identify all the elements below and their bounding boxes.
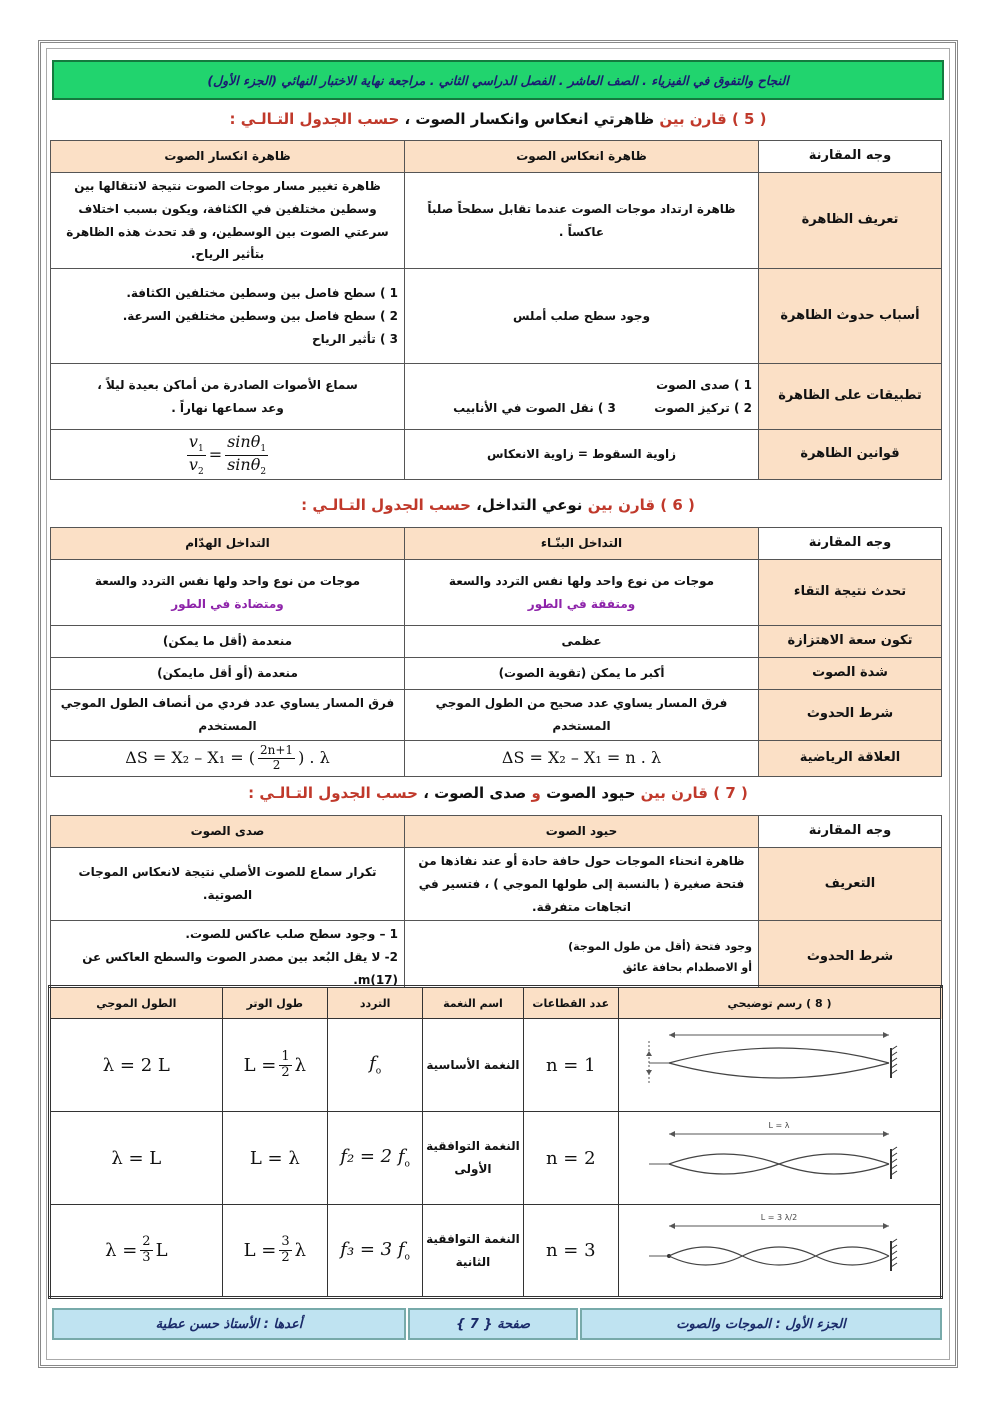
table-row <box>51 430 942 480</box>
q7-header-diffraction: حيود الصوت <box>405 816 759 848</box>
frequency-cell: f₂ = 2 $f_o$ <box>327 1112 422 1205</box>
q8-header-string-length: طول الوتر <box>222 987 327 1019</box>
cell: موجات من نوع واحد ولها نفس التردد والسعة ومتضادة في الطور <box>51 560 405 626</box>
q5-compare: قارن بين <box>659 110 727 128</box>
segments-cell: n = 1 <box>523 1019 618 1112</box>
q5-tail: حسب الجدول التـالـي : <box>229 110 400 128</box>
row-label: التعريف <box>759 848 942 921</box>
string-length-cell: L = $\frac{3}{2}$ λ <box>222 1205 327 1298</box>
row-label: شرط الحدوث <box>759 690 942 741</box>
cell: ΔS = X₂ – X₁ = ( $\frac{2n+1}{2}$ ) . λ <box>51 740 405 776</box>
svg-text:L = λ: L = λ <box>768 1120 790 1130</box>
cell: عظمى <box>405 626 759 658</box>
row-label: العلاقة الرياضية <box>759 740 942 776</box>
cell: تكرار سماع للصوت الأصلي نتيجة لانعكاس الموجات الصوتية. <box>51 848 405 921</box>
cell: موجات من نوع واحد ولها نفس التردد والسعة ومتفقة في الطور <box>405 560 759 626</box>
cell: ΔS = X₂ – X₁ = n . λ <box>405 740 759 776</box>
cell: ظاهرة انحناء الموجات حول حافة حادة أو عند نفاذها من فتحة صغيرة ( بالنسبة إلى طولها الموجي ) ، فتسير في اتجاهات متفرقة. <box>405 848 759 921</box>
q7-tail: حسب الجدول التـالـي : <box>248 784 418 802</box>
q7-subject-a: حيود الصوت <box>546 784 636 802</box>
cell-line <box>411 397 752 420</box>
cell: أكبر ما يمكن (تقوية الصوت) <box>405 658 759 690</box>
q7-number: ( 7 ) <box>713 784 748 802</box>
q5-header-aspect: وجه المقارنة <box>759 141 942 173</box>
cell: فرق المسار يساوي عدد صحيح من الطول الموجي المستخدم <box>405 690 759 741</box>
q6-header-destructive: التداخل الهدّام <box>51 528 405 560</box>
row-label: شرط الحدوث <box>759 921 942 994</box>
cell <box>51 364 405 430</box>
q5-subject: ظاهرتي انعكاس وانكسار الصوت ، <box>404 110 655 128</box>
tone-name-cell: النغمة الأساسية <box>423 1019 523 1112</box>
cell-line: 2 ) سطح فاصل بين وسطين مختلفين السرعة. <box>122 308 398 323</box>
frac-sin: $\frac{\sin\theta_1}{\sin\theta_2}$ <box>227 432 267 477</box>
standing-wave-diagram-2 <box>618 1112 941 1205</box>
cell: فرق المسار يساوي عدد فردي من أنصاف الطول الموجي المستخدم <box>51 690 405 741</box>
cell: ظاهرة تغيير مسار موجات الصوت نتيجة لانتقالها بين وسطين مختلفين في الكثافة، ويكون بسبب اختلاف سرعتي الصوت بين الوسطين، و قد تحدث هذه الظاهرة بتأثير الرياح. <box>51 173 405 269</box>
q8-header-wavelength: الطول الموجي <box>50 987 223 1019</box>
frac-v: $\frac{v_1}{v_2}$ <box>188 432 204 477</box>
q7-table <box>50 815 942 995</box>
wavelength-cell: λ = $\frac{2}{3}$ L <box>50 1205 223 1298</box>
cell: منعدمة (أقل ما يمكن) <box>51 626 405 658</box>
cell-line: 3 ) تأثير الرياح <box>311 331 398 346</box>
cell: وجود فتحة (أقل من طول الموجة) أو الاصطدام بحافة عائق <box>405 921 759 994</box>
standing-wave-diagram-3 <box>618 1205 941 1298</box>
q5-header-reflection: ظاهرة انعكاس الصوت <box>405 141 759 173</box>
cell <box>405 364 759 430</box>
footer-author: أعدها : الأستاذ حسن عطية <box>52 1308 406 1340</box>
q5-number: ( 5 ) <box>731 110 767 128</box>
q7-header-echo: صدى الصوت <box>51 816 405 848</box>
cell: وجود سطح صلب أملس <box>405 269 759 364</box>
q5-title <box>52 110 944 128</box>
row-label: تحدث نتيجة التقاء <box>759 560 942 626</box>
cell-line: 1 ) سطح فاصل بين وسطين مختلفين الكثافة. <box>126 285 398 300</box>
q5-table <box>50 140 942 480</box>
header-banner <box>52 60 944 100</box>
cell-part: 2 ) تركيز الصوت <box>654 400 752 415</box>
table-row <box>51 560 942 626</box>
standing-wave-diagram-1 <box>618 1019 941 1112</box>
q8-header-diagram: ( 8 ) رسم توضيحي <box>618 987 941 1019</box>
q7-title <box>52 784 944 802</box>
cell: 1 – وجود سطح صلب عاكس للصوت. 2- لا يقل البُعد بين مصدر الصوت والسطح العاكس عن (17)m. <box>51 921 405 994</box>
snell-formula-cell: $\frac{v_1}{v_2}$ = $\frac{\sin\theta_1}{\sin\theta_2}$ <box>51 430 405 480</box>
q5-header-refraction: ظاهرة انكسار الصوت <box>51 141 405 173</box>
row-label: أسباب حدوث الظاهرة <box>759 269 942 364</box>
cell: زاوية السقوط = زاوية الانعكاس <box>405 430 759 480</box>
q7-compare: قارن بين <box>640 784 708 802</box>
table-row <box>51 740 942 776</box>
row-label: تطبيقات على الظاهرة <box>759 364 942 430</box>
table-row <box>50 1019 942 1112</box>
q8-harmonics-table <box>48 985 943 1299</box>
string-length-cell: L = $\frac{1}{2}$ λ <box>222 1019 327 1112</box>
table-row <box>51 658 942 690</box>
row-label: قوانين الظاهرة <box>759 430 942 480</box>
q6-subject: نوعي التداخل، <box>476 496 583 514</box>
q8-header-segments: عدد القطاعات <box>523 987 618 1019</box>
table-row <box>50 1112 942 1205</box>
q7-header-aspect: وجه المقارنة <box>759 816 942 848</box>
footer-page-number: صفحة { 7 } <box>408 1308 578 1340</box>
q7-and: و <box>531 784 541 802</box>
cell-part: 3 ) نقل الصوت في الأنابيب <box>453 400 616 415</box>
q6-number: ( 6 ) <box>660 496 695 514</box>
cell-line: سماع الأصوات الصادرة من أماكن بعيدة ليلاً ، <box>97 377 358 392</box>
segments-cell: n = 2 <box>523 1112 618 1205</box>
q6-table <box>50 527 942 777</box>
cell: منعدمة (أو أقل مايمكن) <box>51 658 405 690</box>
q8-header-tone: اسم النغمة <box>423 987 523 1019</box>
cell-line: وعد سماعها نهاراً . <box>171 400 284 415</box>
table-row <box>51 269 942 364</box>
table-row <box>50 1205 942 1298</box>
table-row <box>51 626 942 658</box>
svg-text:L = 3 λ/2: L = 3 λ/2 <box>761 1213 798 1222</box>
row-label: تعريف الظاهرة <box>759 173 942 269</box>
table-row <box>51 173 942 269</box>
table-row <box>51 921 942 994</box>
q6-tail: حسب الجدول التـالـي : <box>301 496 471 514</box>
emphasis: ومتضادة في الطور <box>171 596 284 611</box>
footer-part: الجزء الأول : الموجات والصوت <box>580 1308 942 1340</box>
frequency-cell: $f_o$ <box>327 1019 422 1112</box>
table-row <box>51 848 942 921</box>
q6-title <box>52 496 944 514</box>
wavelength-cell: λ = 2 L <box>50 1019 223 1112</box>
q8-header-frequency: التردد <box>327 987 422 1019</box>
q7-subject-b: صدى الصوت ، <box>423 784 527 802</box>
wavelength-cell: λ = L <box>50 1112 223 1205</box>
segments-cell: n = 3 <box>523 1205 618 1298</box>
row-label: تكون سعة الاهتزازة <box>759 626 942 658</box>
tone-name-cell: النغمة التوافقية الأولى <box>423 1112 523 1205</box>
frequency-cell: f₃ = 3 $f_o$ <box>327 1205 422 1298</box>
q6-header-constructive: التداخل البنّـاء <box>405 528 759 560</box>
q6-compare: قارن بين <box>587 496 656 514</box>
emphasis: ومتفقة في الطور <box>527 596 636 611</box>
cell <box>51 269 405 364</box>
row-label: شدة الصوت <box>759 658 942 690</box>
string-length-cell: L = λ <box>222 1112 327 1205</box>
table-row <box>51 364 942 430</box>
header-title: النجاح والتفوق في الفيزياء . الصف العاشر . الفصل الدراسي الثاني . مراجعة نهاية الاختبار النهائي (الجزء الأول) <box>207 72 789 88</box>
table-row <box>51 690 942 741</box>
cell-line: 1 ) صدى الصوت <box>656 377 752 392</box>
tone-name-cell: النغمة التوافقية الثانية <box>423 1205 523 1298</box>
cell: ظاهرة ارتداد موجات الصوت عندما تقابل سطحاً صلباً عاكساً . <box>405 173 759 269</box>
q6-header-aspect: وجه المقارنة <box>759 528 942 560</box>
